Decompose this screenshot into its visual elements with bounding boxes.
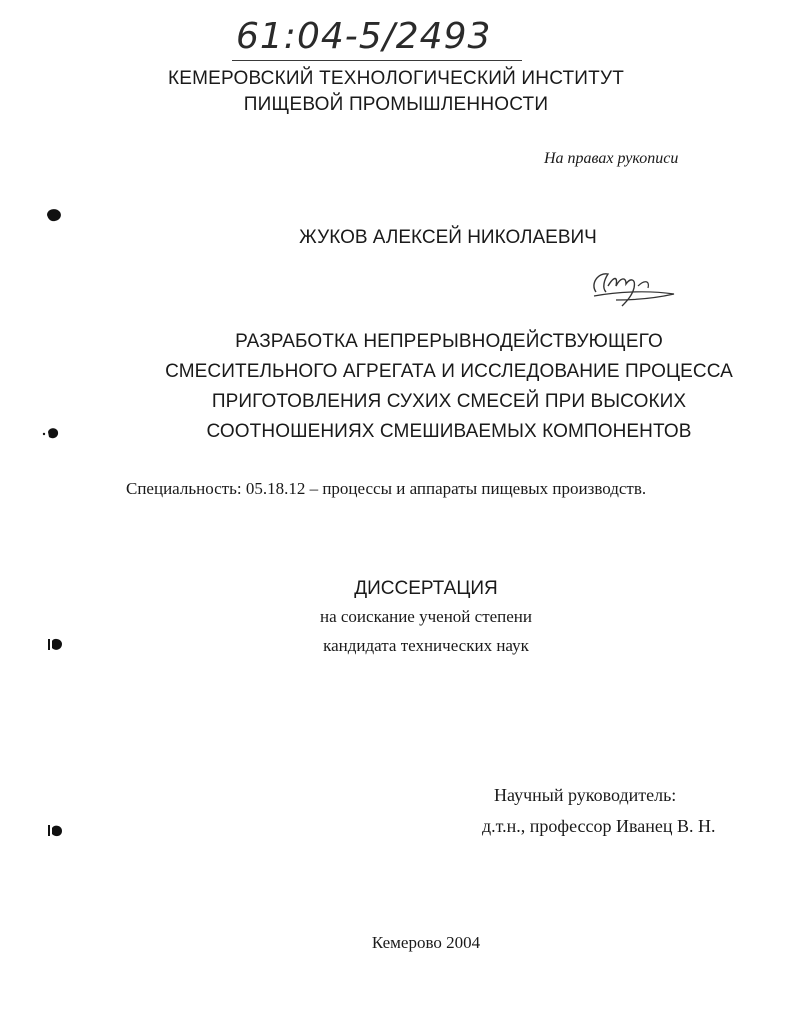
thesis-title-line: ПРИГОТОВЛЕНИЯ СУХИХ СМЕСЕЙ ПРИ ВЫСОКИХ bbox=[211, 391, 687, 412]
dissertation-degree-line-1: на соискание ученой степени bbox=[319, 607, 533, 626]
archive-number-underline bbox=[232, 60, 522, 61]
binding-hole-mark bbox=[40, 424, 62, 442]
institution-line-1: КЕМЕРОВСКИЙ ТЕХНОЛОГИЧЕСКИЙ ИНСТИТУТ bbox=[167, 68, 625, 89]
institution-line-2: ПИЩЕВОЙ ПРОМЫШЛЕННОСТИ bbox=[243, 94, 549, 115]
specialty-line: Специальность: 05.18.12 – процессы и аппараты пищевых производств. bbox=[126, 479, 647, 498]
binding-hole-mark bbox=[46, 822, 66, 840]
thesis-title-line: СООТНОШЕНИЯХ СМЕШИВАЕМЫХ КОМПОНЕНТОВ bbox=[206, 421, 692, 442]
signature-mark bbox=[586, 262, 678, 308]
dissertation-degree-line-2: кандидата технических наук bbox=[323, 636, 529, 655]
thesis-title-line: РАЗРАБОТКА НЕПРЕРЫВНОДЕЙСТВУЮЩЕГО bbox=[235, 331, 663, 352]
author-name: ЖУКОВ АЛЕКСЕЙ НИКОЛАЕВИЧ bbox=[299, 227, 597, 248]
supervisor-name: д.т.н., профессор Иванец В. Н. bbox=[482, 816, 716, 836]
binding-hole-mark bbox=[44, 206, 64, 224]
binding-hole-mark bbox=[46, 636, 66, 654]
supervisor-label: Научный руководитель: bbox=[494, 785, 677, 805]
dissertation-heading: ДИССЕРТАЦИЯ bbox=[354, 578, 498, 599]
manuscript-rights: На правах рукописи bbox=[544, 150, 679, 167]
archive-number: 61:04-5/2493 bbox=[236, 16, 492, 57]
thesis-title-line: СМЕСИТЕЛЬНОГО АГРЕГАТА И ИССЛЕДОВАНИЕ ПРОЦЕССА bbox=[165, 361, 733, 382]
city-year: Кемерово 2004 bbox=[371, 933, 481, 952]
